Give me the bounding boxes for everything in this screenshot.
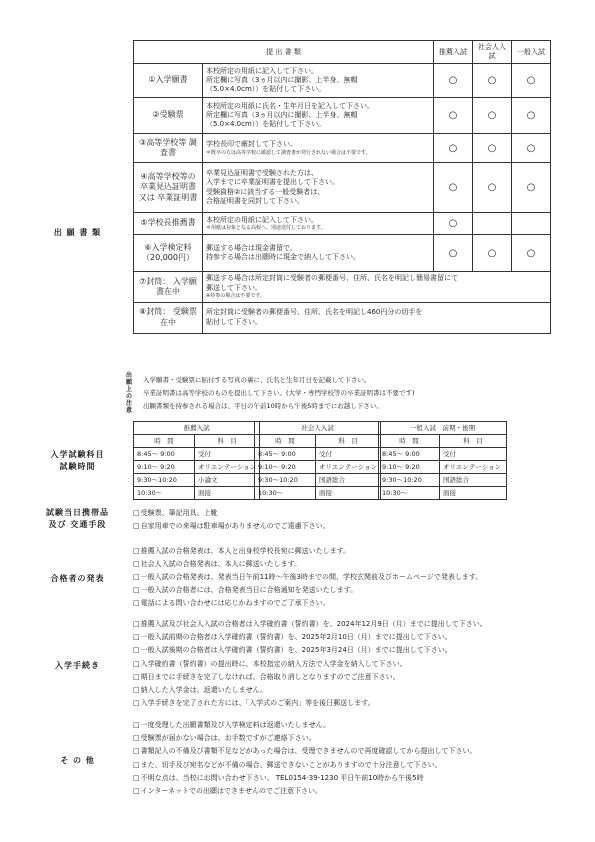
section-label-exam-time: 試験時間 xyxy=(59,462,96,471)
requirement-mark: ○ xyxy=(473,98,512,134)
col-subject: 科 目 xyxy=(195,435,260,448)
document-name: ③高等学校等 調査書 xyxy=(134,134,203,163)
requirement-mark: ○ xyxy=(473,235,512,272)
document-row xyxy=(134,213,551,235)
requirement-mark: ○ xyxy=(512,64,551,98)
document-note: ＊用紙は対象となる高校へ、別途送付しております。 xyxy=(206,225,326,232)
schedule-time: 8:45～ 9:00 xyxy=(134,448,195,461)
section-label-announcement: 合格者の発表 xyxy=(50,574,105,583)
header-documents: 提 出 書 類 xyxy=(134,41,434,64)
schedule-subject: 受付 xyxy=(195,448,260,461)
note-line: 出願書類を持参される場合は、平日の午前10時から午後5時までにお越し下さい。 xyxy=(143,402,383,410)
procedure-item: □ 一般入試後期の合格者は入学確約書（誓約書）を、2025年3月24日（月）までに提出して下さい。 xyxy=(133,646,452,655)
schedule-row xyxy=(134,448,260,461)
schedule-title: 推薦入試 xyxy=(134,422,260,435)
procedure-item: □ 一般入試前期の合格者は入学確約書（誓約書）を、2025年2月10日（月）までに提出して下さい。 xyxy=(133,633,452,642)
schedule-recommendation xyxy=(133,421,260,500)
document-name: ⑧封筒： 受験票在中 xyxy=(134,302,203,333)
announcement-item: □ 推薦入試の合格発表は、本人と出身校学校長宛に郵送いたします。 xyxy=(133,547,350,556)
schedule-table xyxy=(378,421,507,500)
announcement-item: □ 一般入試の合格発表は、発表当日午前11時～午後3時までの間、学校玄関前及びホームページで発表します。 xyxy=(133,573,482,582)
schedule-subject: オリエンテーション xyxy=(440,461,507,474)
schedule-subject: オリエンテーション xyxy=(316,461,381,474)
schedule-table xyxy=(133,421,260,500)
description-line: 所定欄に写真（3ヵ月以内に撮影、上半身、無帽 xyxy=(206,110,358,119)
description-line: 本校所定の用紙に記入して下さい。 xyxy=(206,215,318,224)
requirement-mark: ○ xyxy=(434,98,473,134)
description-line: 所定欄に写真（3ヵ月以内に撮影、上半身、無帽 xyxy=(206,75,358,84)
section-label-transport: 及び 交通手段 xyxy=(48,520,107,529)
document-row xyxy=(134,163,551,213)
document-description xyxy=(203,213,434,235)
bring-item: □ 自家用車での来場は駐車場がありませんのでご遠慮下さい。 xyxy=(133,522,330,531)
description-line: 持参する場合は出願時に現金で納入して下さい。 xyxy=(206,253,360,262)
requirement-mark: ○ xyxy=(434,134,473,163)
schedule-row xyxy=(255,474,381,487)
col-subject: 科 目 xyxy=(440,435,507,448)
document-row xyxy=(134,98,551,134)
document-name: ④高等学校等の 卒業見込証明書 又は 卒業証明書 xyxy=(134,163,203,213)
other-item: □ 受験票が届かない場合は、お手数ですがご連絡下さい。 xyxy=(133,734,316,743)
procedure-item: □ 入学確約書（誓約書）の提出時に、本校指定の納入方法で入学金を納入して下さい。 xyxy=(133,660,407,669)
notes-label: 出願上の注意 xyxy=(126,372,133,414)
document-note: ※持参の場合は不要です。 xyxy=(206,293,265,300)
schedule-row xyxy=(134,487,260,500)
schedule-subject: 受付 xyxy=(316,448,381,461)
documents-table xyxy=(133,40,551,334)
schedule-title: 社会人入試 xyxy=(255,422,381,435)
document-row xyxy=(134,272,551,303)
schedule-time: 8:45～ 9:00 xyxy=(379,448,440,461)
description-line: 貼付して下さい。 xyxy=(206,317,262,326)
schedule-subject: 国語総合 xyxy=(440,474,507,487)
announcement-item: □ 電話による問い合わせには応じかねますのでご了承下さい。 xyxy=(133,599,330,608)
schedule-row xyxy=(255,448,381,461)
schedule-row xyxy=(255,461,381,474)
requirement-mark: ○ xyxy=(512,98,551,134)
section-label-other: そ の 他 xyxy=(60,756,95,765)
requirement-mark: ○ xyxy=(434,163,473,213)
announcement-item: □ 社会人入試の合格発表は、本人に郵送いたします。 xyxy=(133,560,301,569)
header-working-adult: 社会人入試 xyxy=(473,41,512,64)
document-note: ＊既卒の方は高等学校に確認して調査書が発行されない場合は不要です。 xyxy=(206,149,371,156)
other-item: □ 一度受理した出願書類及び入学検定料は返還いたしません。 xyxy=(133,721,330,730)
document-name: ⑦封筒： 入学願書在中 xyxy=(134,272,203,303)
header-recommendation: 推薦入試 xyxy=(434,41,473,64)
schedule-row xyxy=(379,487,507,500)
document-description xyxy=(203,163,434,213)
requirement-mark: ○ xyxy=(512,235,551,272)
requirement-mark: ○ xyxy=(473,64,512,98)
other-item: □ 書類記入の不備及び書類不足などがあった場合は、受理できませんので再度確認してから提出して下さい。 xyxy=(133,747,477,756)
document-row xyxy=(134,235,551,272)
description-line: 卒業見込証明書で受験された方は、 xyxy=(206,168,318,177)
description-line: 郵送して下さい。 xyxy=(206,283,262,292)
schedule-subject: オリエンテーション xyxy=(195,461,260,474)
announcement-item: □ 一般入試の合格者には、合格発表当日に合格通知を発送いたします。 xyxy=(133,586,357,595)
schedule-subject: 面接 xyxy=(316,487,381,500)
section-label-procedure: 入学手続き xyxy=(55,661,100,670)
note-line: 入学願書・受験票に貼付する写真の裏に、氏名と生年月日を記載して下さい。 xyxy=(143,376,371,384)
schedule-working-adult xyxy=(254,421,381,500)
document-row xyxy=(134,302,551,333)
description-line: 入学までに卒業証明書を提出して下さい。 xyxy=(206,178,339,187)
procedure-item: □ 納入した入学金は、返還いたしません。 xyxy=(133,686,267,695)
bring-item: □ 受験票、筆記用具、上靴 xyxy=(133,509,218,518)
procedure-item: □ 期日までに手続きを完了しなければ、合格取り消しとなりますのでご注意下さい。 xyxy=(133,673,400,682)
schedule-general xyxy=(378,421,507,500)
schedule-time: 9:30～10:20 xyxy=(379,474,440,487)
document-description xyxy=(203,64,434,98)
schedule-subject: 面接 xyxy=(440,487,507,500)
schedule-time: 9:10～ 9:20 xyxy=(255,461,316,474)
col-subject: 科 目 xyxy=(316,435,381,448)
schedule-row xyxy=(379,474,507,487)
description-line: 郵送する場合は所定封筒に受験者の郵便番号、住所、氏名を明記し簡易書留にて xyxy=(206,274,458,283)
schedule-time: 10:30～ xyxy=(379,487,440,500)
document-description xyxy=(203,235,434,272)
document-description xyxy=(203,98,434,134)
document-description xyxy=(203,272,551,303)
description-line: 合格証明書を同封して下さい。 xyxy=(206,197,304,206)
procedure-item: □ 入学手続きを完了された方には、「入学式のご案内」等を後日郵送します。 xyxy=(133,699,375,708)
documents-table-header xyxy=(134,41,551,64)
schedule-row xyxy=(134,461,260,474)
col-time: 時 間 xyxy=(134,435,195,448)
document-description xyxy=(203,134,434,163)
description-line: 受験資格②に該当する一般受験者は、 xyxy=(206,187,325,196)
schedule-row xyxy=(134,474,260,487)
schedule-time: 8:45～ 9:00 xyxy=(255,448,316,461)
section-label-bring: 試験当日携帯品 xyxy=(46,508,109,517)
schedule-table xyxy=(254,421,381,500)
col-time: 時 間 xyxy=(379,435,440,448)
schedule-row xyxy=(255,487,381,500)
section-label-documents: 出 願 書 類 xyxy=(53,228,102,237)
schedule-time: 9:10～ 9:20 xyxy=(379,461,440,474)
schedule-title: 一般入試 前期・後期 xyxy=(379,422,507,435)
section-label-exam-subjects: 入学試験科目 xyxy=(50,450,105,459)
schedule-subject: 国語総合 xyxy=(316,474,381,487)
requirement-mark: ○ xyxy=(512,134,551,163)
requirement-mark: ○ xyxy=(512,163,551,213)
schedule-subject: 小論文 xyxy=(195,474,260,487)
requirement-mark xyxy=(512,213,551,235)
schedule-subject: 面接 xyxy=(195,487,260,500)
procedure-item: □ 推薦入試及び社会人入試の合格者は入学確約書（誓約書）を、2024年12月9日（月）までに提出して下さい。 xyxy=(133,620,487,629)
schedule-time: 9:30～10:20 xyxy=(134,474,195,487)
schedule-subject: 受付 xyxy=(440,448,507,461)
document-name: ②受験票 xyxy=(134,98,203,134)
requirement-mark: ○ xyxy=(473,163,512,213)
other-item: □ インターネットでの出願はできませんのでご注意下さい。 xyxy=(133,787,322,796)
requirement-mark: ○ xyxy=(434,235,473,272)
document-description xyxy=(203,302,551,333)
description-line: 学校長印で厳封して下さい。 xyxy=(206,140,297,149)
document-row xyxy=(134,64,551,98)
other-item: □ また、切手及び宛名などが不備の場合、郵送できないことがありますので十分注意して下さい。 xyxy=(133,761,442,770)
requirement-mark: ○ xyxy=(473,134,512,163)
schedule-row xyxy=(379,461,507,474)
description-line: 本校所定の用紙に氏名・生年月日を記入して下さい。 xyxy=(206,101,374,110)
other-item: □ 不明な点は、当校にお問い合わせ下さい。 TEL0154-39-1230 平日午前10時から午後5時 xyxy=(133,774,424,783)
schedule-time: 10:30～ xyxy=(255,487,316,500)
document-name: ①入学願書 xyxy=(134,64,203,98)
description-line: （5.0×4.0cm））を貼付して下さい。 xyxy=(206,85,326,94)
description-line: 本校所定の用紙に記入して下さい。 xyxy=(206,66,318,75)
note-line: 卒業証明書は高等学校のものを提出して下さい。(大学・専門学校等の卒業証明書は不要です) xyxy=(143,389,415,397)
header-general: 一般入試 xyxy=(512,41,551,64)
requirement-mark xyxy=(473,213,512,235)
schedule-time: 10:30～ xyxy=(134,487,195,500)
document-name: ⑥入学検定料 （20,000円） xyxy=(134,235,203,272)
description-line: （5.0×4.0cm））を貼付して下さい。 xyxy=(206,120,326,129)
description-line: 郵送する場合は現金書留で、 xyxy=(206,243,297,252)
requirement-mark: ○ xyxy=(434,213,473,235)
col-time: 時 間 xyxy=(255,435,316,448)
schedule-time: 9:30～10:20 xyxy=(255,474,316,487)
requirement-mark: ○ xyxy=(434,64,473,98)
schedule-row xyxy=(379,448,507,461)
document-name: ⑤学校長推薦書 xyxy=(134,213,203,235)
document-row xyxy=(134,134,551,163)
description-line: 所定封筒に受験者の郵便番号、住所、氏名を明記し460円分の切手を xyxy=(206,308,423,317)
schedule-time: 9:10～ 9:20 xyxy=(134,461,195,474)
